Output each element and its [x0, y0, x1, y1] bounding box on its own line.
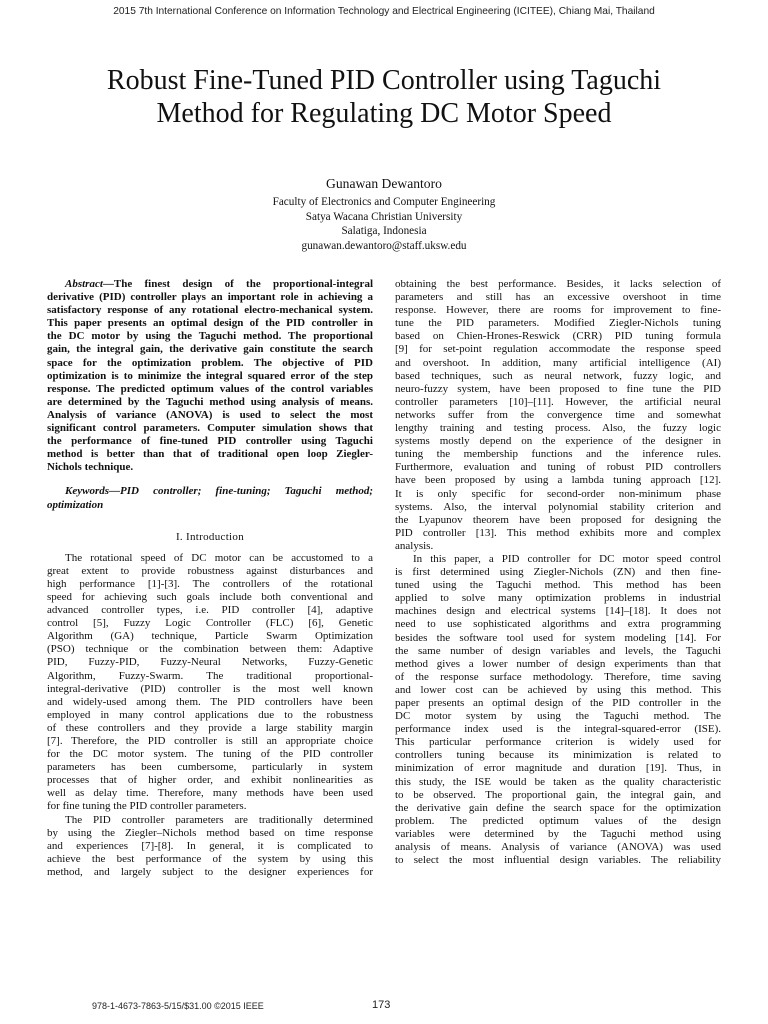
- paragraph-line: (PSO) technique or the combination between them: Adaptive: [47, 643, 373, 656]
- affiliation-line: Salatiga, Indonesia: [341, 225, 427, 238]
- paragraph-line: and experiences [7]-[8]. In general, it is complicated to: [47, 839, 373, 852]
- keywords-label: Keywords: [65, 485, 109, 498]
- paragraph: [47, 814, 373, 879]
- affiliation-line: Satya Wacana Christian University: [305, 210, 463, 223]
- paragraph-line: and overshoot. In addition, many artificial intelligence (AI): [395, 356, 721, 369]
- paragraph-line: minimization of error magnitude and duration [19]. Thus, in: [395, 762, 721, 775]
- paragraph-line: the same number of design variables and levels, the Taguchi: [395, 644, 721, 657]
- paragraph-line: paper presents an optimal design of the PID controller in the: [395, 697, 721, 709]
- paragraph-line: networks suffer from the convergence time and somewhat: [395, 408, 721, 421]
- paragraph-line: and widely-used among them. The PID controllers have been: [47, 695, 373, 708]
- paragraph-line: parameters and still has an excessive overshoot in time: [395, 291, 721, 304]
- paragraph-line: In this paper, a PID controller for DC motor speed control: [413, 552, 721, 565]
- abstract-line: Nichols technique.: [47, 461, 134, 474]
- abstract-line: are determined by the Taguchi method using analysis of means.: [47, 395, 373, 408]
- abstract-line: Abstract—The finest design of the proportional-integral: [65, 278, 373, 290]
- paragraph-line: This particular performance criterion is widely used for: [395, 736, 721, 749]
- abstract-line: satisfactory response of any rotational electro-mechanical system.: [47, 304, 373, 317]
- paragraph-line: for the DC motor system. The tuning of the PID controller: [47, 748, 373, 761]
- paragraph-line: systems mostly depend on the experience of the designer in: [395, 435, 721, 448]
- author-email: gunawan.dewantoro@staff.uksw.edu: [301, 239, 467, 252]
- paragraph-line: to select the most influential design variables. The reliability: [395, 854, 721, 867]
- abstract-line: space for the optimization problem. The objective of PID: [47, 356, 373, 369]
- paragraph-line: analysis of means. Analysis of variance (ANOVA) was used: [395, 841, 721, 854]
- paragraph-line: based on Chien-Hrones-Reswick (CRR) PID tuning formula: [395, 330, 721, 343]
- abstract-line: significant control parameters. Computer simulation shows that: [47, 422, 373, 435]
- paragraph-line: great extent to provide robustness against disturbances and: [47, 564, 373, 577]
- paragraph-line: have been proposed by using a lambda tuning approach [12].: [395, 474, 721, 487]
- paragraph-line: need to use sophisticated algorithms and extra programming: [395, 618, 721, 631]
- paragraph-line: processes that of higher order, and exhibit nonlinearities as: [47, 774, 373, 787]
- paragraph-line: Algorithm (GA) technique, Particle Swarm Optimization: [47, 630, 373, 643]
- paragraph-line: tune the PID parameters. Modified Ziegler-Nichols tuning: [395, 317, 721, 330]
- keywords: [47, 485, 373, 511]
- conference-header: 2015 7th International Conference on Information Technology and Electrical Engineering (ICITEE), Chiang Mai, Thailand: [113, 6, 655, 17]
- paragraph-line: obtaining the best performance. Besides, it lacks selection of: [395, 278, 721, 290]
- keywords-line: Keywords—PID controller; fine-tuning; Taguchi method;: [65, 485, 373, 498]
- title-line: Robust Fine-Tuned PID Controller using Taguchi: [106, 65, 662, 96]
- paragraph-line: Furthermore, evaluation and tuning of robust PID controllers: [395, 461, 721, 474]
- paragraph-line: tuned using the Taguchi method. This method has been: [395, 579, 721, 592]
- abstract-line: optimization is to minimize the integral squared error of the step: [47, 369, 373, 382]
- section-heading: I. Introduction: [175, 530, 245, 543]
- right-column: [395, 278, 721, 867]
- abstract-line: derivative (PID) controller plays an important role in achieving a: [47, 291, 373, 304]
- paragraph-line: [7]. Therefore, the PID controller is still an appropriate choice: [47, 735, 373, 747]
- paragraph-line: neuro-fuzzy system, have been proposed to fine tune the PID: [395, 382, 721, 395]
- paragraph-line: method gives a lower number of design experiments than that: [395, 657, 721, 670]
- affiliation-line: Faculty of Electronics and Computer Engineering: [272, 196, 496, 208]
- paragraph-line: by using the Ziegler–Nichols method based on time response: [47, 826, 373, 839]
- abstract-label: Abstract: [65, 278, 103, 290]
- paragraph-line: Algorithm, Fuzzy-Swarm. The traditional proportional-: [47, 669, 373, 682]
- paragraph-line: speed for achieving such goals include both conventional and: [47, 590, 373, 603]
- paragraph-line: based techniques, such as neural network, fuzzy logic, and: [395, 369, 721, 382]
- abstract-line: method is better than that of traditional open loop Ziegler-: [47, 448, 373, 461]
- paragraph-line: applied to solve many optimization problems in industrial: [395, 592, 721, 605]
- paragraph-line: integral-derivative (PID) controller is the most well known: [47, 682, 373, 695]
- author-block: [184, 175, 584, 253]
- paragraph-line: variables were determined by the Taguchi method using: [395, 827, 721, 840]
- title-line: Method for Regulating DC Motor Speed: [156, 98, 612, 129]
- abstract-line: response. The predicted optimum values of the control variables: [47, 382, 373, 395]
- paragraph-line: machines design and electrical systems [14]–[18]. It does not: [395, 605, 721, 618]
- paragraph: [395, 278, 721, 553]
- page-number: 173: [372, 999, 391, 1011]
- footer-isbn: 978-1-4673-7863-5/15/$31.00 ©2015 IEEE: [92, 1001, 264, 1011]
- paragraph-line: control [5], Fuzzy Logic Controller (FLC) [6], Genetic: [47, 617, 373, 630]
- paper-title: [40, 64, 728, 130]
- paragraph-line: It is only specific for second-order non-minimum phase: [395, 487, 721, 500]
- author-name: Gunawan Dewantoro: [326, 176, 442, 191]
- paragraph-line: employed in many control applications due to the robustness: [47, 708, 373, 721]
- paragraph-line: The rotational speed of DC motor can be accustomed to a: [65, 551, 373, 564]
- paragraph-line: [9] for set-point regulation accommodate the response speed: [395, 343, 721, 356]
- paragraph-line: response. However, there are rooms for improvement to fine-: [395, 304, 721, 317]
- paragraph-line: tuning the membership functions and the inference rules.: [395, 448, 721, 461]
- paragraph-line: is first determined using Ziegler-Nichols (ZN) and then fine-: [395, 566, 721, 579]
- abstract-line: This paper presents an optimal design of the PID controller in: [47, 317, 373, 330]
- abstract-line: Analysis of variance (ANOVA) is used to select the most: [47, 408, 373, 421]
- paragraph-line: this study, the ISE would be taken as the quality characteristic: [395, 775, 721, 788]
- paragraph-line: the Lyapunov theorem have been proposed for designing the: [395, 513, 721, 526]
- abstract-line: the DC motor by using the Taguchi method. The proportional: [47, 330, 373, 343]
- paragraph-line: controllers tuning because its minimization is related to: [395, 749, 721, 762]
- paragraph-line: and lower cost can be achieved by using this method. This: [395, 683, 721, 696]
- paragraph: [47, 552, 373, 814]
- paragraph-line: well as delay time. Therefore, many methods have been used: [47, 787, 373, 800]
- paragraph-line: of these controllers and they provide a large stability margin: [47, 721, 373, 734]
- paragraph-line: advanced controller types, i.e. PID controller [4], adaptive: [47, 604, 373, 617]
- paragraph-line: parameters has been cumbersome, particularly in system: [47, 761, 373, 774]
- abstract-line: gain, the integral gain, the derivative gain constitute the search: [47, 343, 373, 356]
- paragraph-line: achieve the best performance of the system by using this: [47, 852, 373, 865]
- paragraph-line: besides the software tool used for system modeling [14]. For: [395, 631, 721, 644]
- paragraph-line: problem. The predicted optimum values of the design: [395, 814, 721, 827]
- paragraph-line: The PID controller parameters are traditionally determined: [65, 813, 373, 826]
- keywords-line: optimization: [47, 498, 104, 511]
- paragraph-line: controller parameters [10]–[11]. However, the artificial neural: [395, 395, 721, 408]
- paragraph-line: for fine tuning the PID controller parameters.: [47, 800, 247, 813]
- paragraph-line: to be observed. The proportional gain, the integral gain, and: [395, 788, 721, 801]
- paragraph-line: of the response surface methodology. Therefore, time saving: [395, 670, 721, 683]
- left-column: [47, 278, 373, 879]
- paragraph-line: DC motor system by using the Taguchi method. The: [395, 710, 721, 723]
- paragraph-line: PID, Fuzzy-PID, Fuzzy-Neural Networks, Fuzzy-Genetic: [47, 656, 373, 669]
- paragraph-line: the derivative gain define the search space for the optimization: [395, 801, 721, 814]
- paragraph-line: PID controller [13]. This method exhibits more and complex: [395, 526, 721, 539]
- abstract: [47, 278, 373, 474]
- paragraph-line: lengthy training and testing process. Also, the fuzzy logic: [395, 422, 721, 435]
- paragraph: [395, 553, 721, 867]
- abstract-line: the performance of fine-tuned PID controller using Taguchi: [47, 435, 373, 448]
- paragraph-line: performance index used is the integral-squared-error (ISE).: [395, 723, 721, 736]
- paragraph-line: systems. Also, the interval polynomial stability criterion and: [395, 500, 721, 513]
- paragraph-line: method, and largely subject to the designer experiences for: [47, 865, 373, 878]
- paragraph-line: high performance [1]-[3]. The controllers of the rotational: [47, 577, 373, 590]
- paragraph-line: analysis.: [395, 539, 434, 552]
